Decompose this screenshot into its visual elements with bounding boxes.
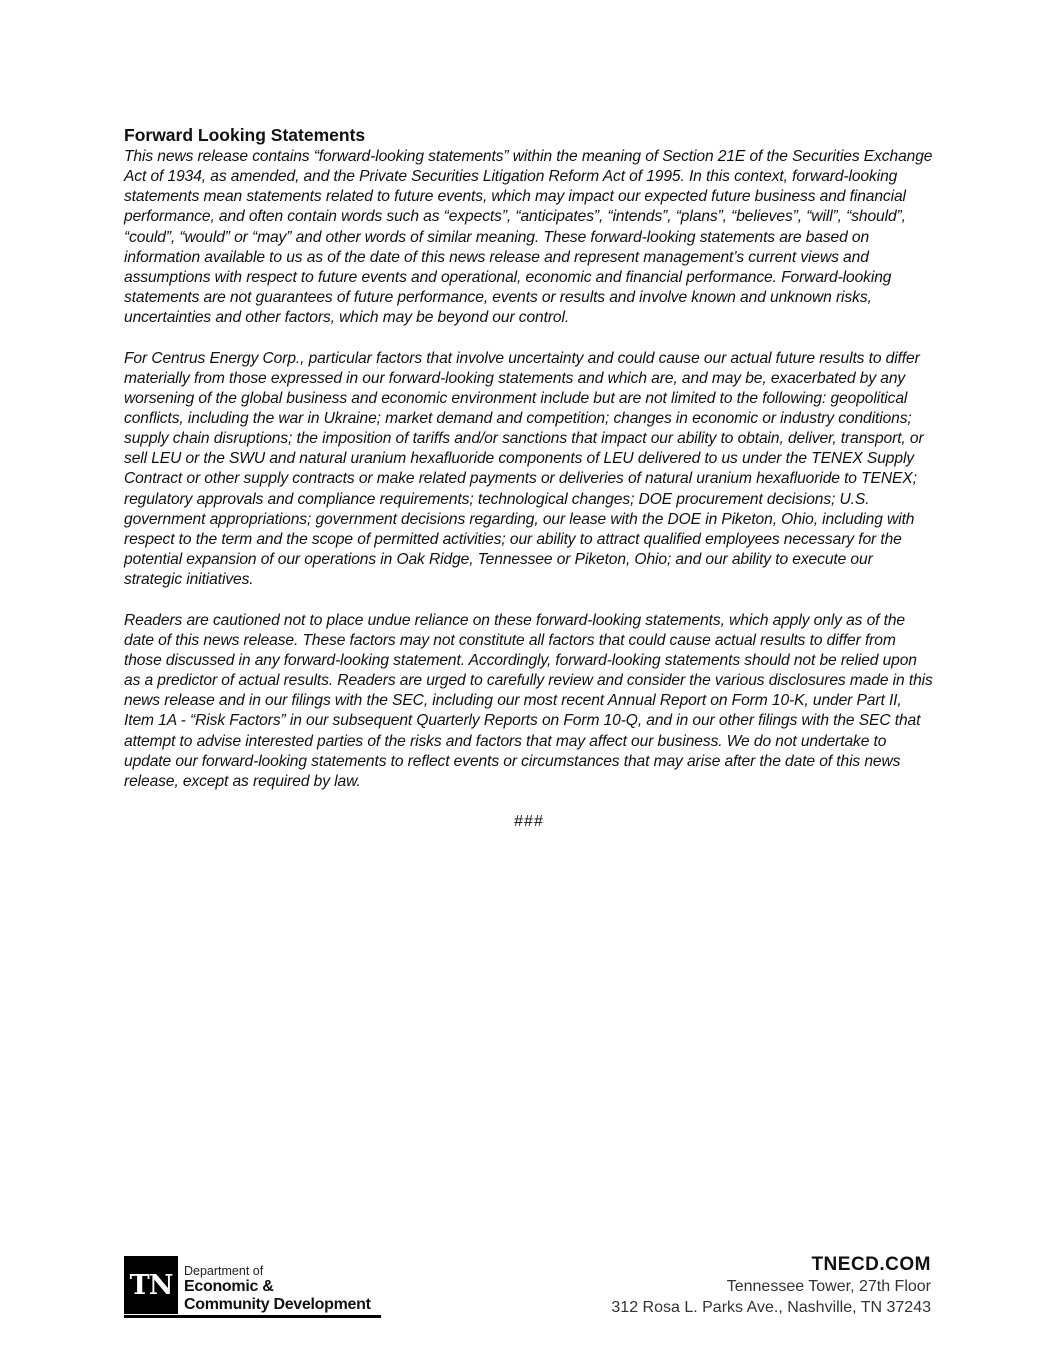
tn-badge-icon: TN	[124, 1256, 178, 1314]
end-mark: ###	[514, 813, 544, 831]
paragraph-intro: This news release contains “forward-looking statements” within the meaning of Section 21E of the Securities Exchange Act of 1934, as amended, and the Private Securities Litigation Reform Act of 1995. In this context, forward-looking statements mean statements related to future events, which may impact our expected future business and financial performance, and often contain words such as “expects”, “anticipates”, “intends”, “plans”, “believes”, “will”, “should”, “could”, “would” or “may” and other words of similar meaning. These forward-looking statements are based on information available to us as of the date of this news release and represent management’s current views and assumptions with respect to future events and operational, economic and financial performance. Forward-looking statements are not guarantees of future performance, events or results and involve known and unknown risks, uncertainties and other factors, which may be beyond our control.	[124, 148, 933, 327]
department-line-3: Community Development	[184, 1296, 371, 1313]
website-link[interactable]: TNECD.COM	[811, 1254, 931, 1275]
logo-underline	[124, 1315, 381, 1318]
tnecd-logo	[124, 1256, 371, 1314]
footer-contact	[611, 1254, 931, 1318]
paragraph-risk-factors: For Centrus Energy Corp., particular factors that involve uncertainty and could cause our actual future results to differ materially from those expressed in our forward-looking statements and which are, and may be, exacerbated by any worsening of the global business and economic environment include but are not limited to the following: geopolitical conflicts, including the war in Ukraine; market demand and competition; changes in economic or industry conditions; supply chain disruptions; the imposition of tariffs and/or sanctions that impact our ability to obtain, deliver, transport, or sell LEU or the SWU and natural uranium hexafluoride components of LEU delivered to us under the TENEX Supply Contract or other supply contracts or make related payments or deliveries of natural uranium hexafluoride to TENEX; regulatory approvals and compliance requirements; technological changes; DOE procurement decisions; U.S. government appropriations; government decisions regarding, our lease with the DOE in Piketon, Ohio, including with respect to the term and the scope of permitted activities; our ability to attract qualified employees necessary for the potential expansion of our operations in Oak Ridge, Tennessee or Piketon, Ohio; and our ability to execute our strategic initiatives.	[124, 349, 924, 589]
address-line-1: Tennessee Tower, 27th Floor	[726, 1278, 931, 1295]
paragraph-caution: Readers are cautioned not to place undue reliance on these forward-looking statements, which apply only as of the date of this news release. These factors may not constitute all factors that could cause actual results to differ from those discussed in any forward-looking statement. Accordingly, forward-looking statements should not be relied upon as a predictor of actual results. Readers are urged to carefully review and consider the various disclosures made in this news release and in our filings with the SEC, including our most recent Annual Report on Form 10-K, under Part II, Item 1A - “Risk Factors” in our subsequent Quarterly Reports on Form 10-Q, and in our other filings with the SEC that attempt to advise interested parties of the risks and factors that may affect our business. We do not undertake to update our forward-looking statements to reflect events or circumstances that may arise after the date of this news release, except as required by law.	[124, 611, 933, 790]
address-line-2: 312 Rosa L. Parks Ave., Nashville, TN 37243	[611, 1299, 931, 1316]
document-body	[124, 124, 934, 832]
department-line-1: Department of	[184, 1264, 264, 1278]
department-name	[184, 1264, 371, 1314]
section-heading: Forward Looking Statements	[124, 125, 366, 145]
department-line-2: Economic &	[184, 1278, 274, 1295]
